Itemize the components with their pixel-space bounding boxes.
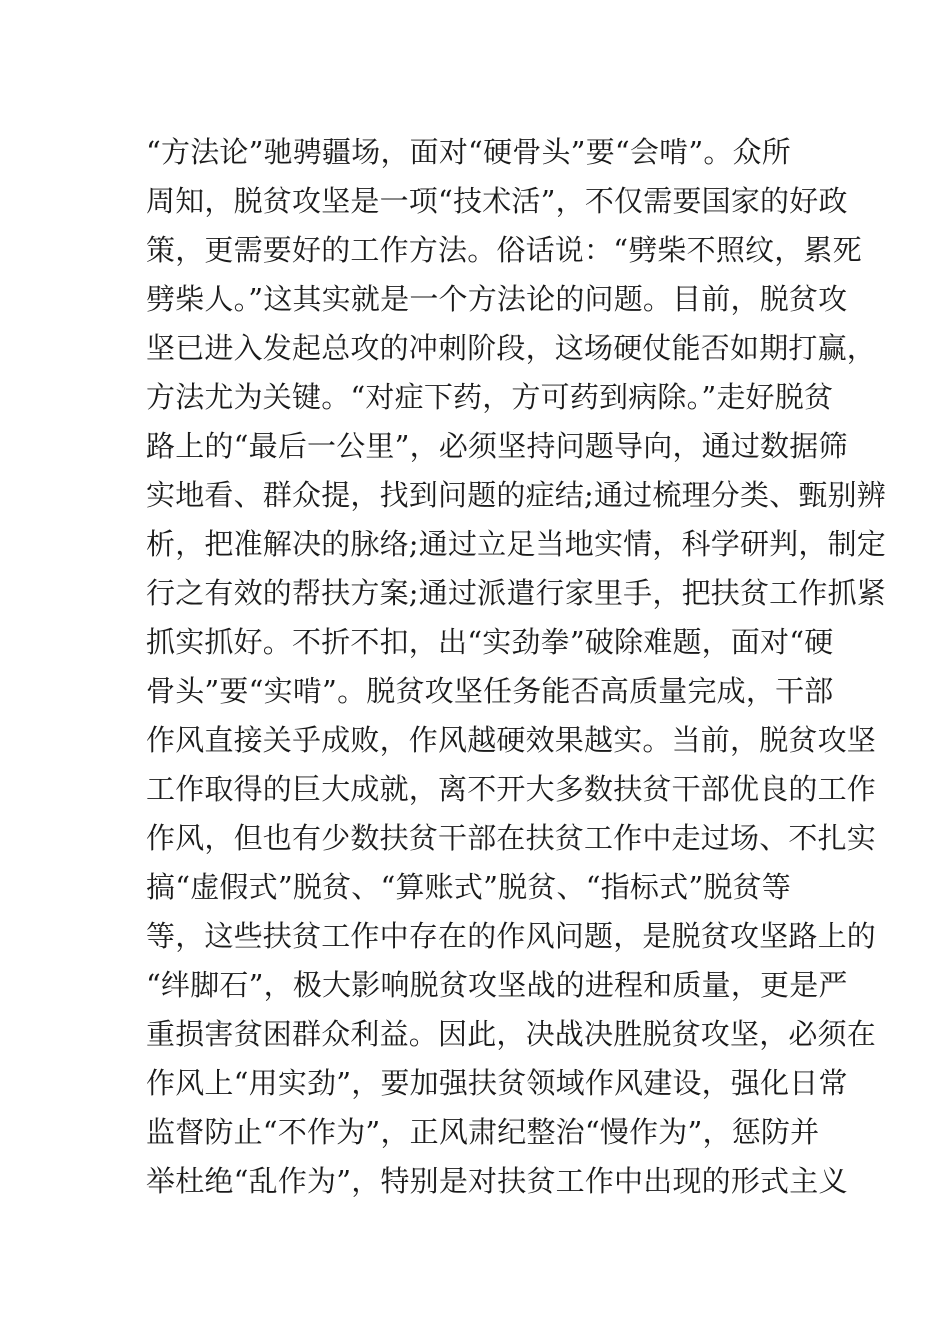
text-line: 作风，但也有少数扶贫干部在扶贫工作中走过场、不扎实 <box>146 821 877 855</box>
text-line: 周知，脱贫攻坚是一项“技术活”，不仅需要国家的好政 <box>146 184 848 218</box>
text-line: 方法尤为关键。“对症下药，方可药到病除。”走好脱贫 <box>146 380 834 414</box>
text-line: 抓实抓好。不折不扣，出“实劲拳”破除难题，面对“硬 <box>146 625 834 659</box>
text-line: 作风直接关乎成败，作风越硬效果越实。当前，脱贫攻坚 <box>146 723 877 757</box>
text-line: 实地看、群众提，找到问题的症结;通过梳理分类、甄别辨 <box>146 478 886 512</box>
text-line: 行之有效的帮扶方案;通过派遣行家里手，把扶贫工作抓紧 <box>146 576 886 610</box>
text-line: 坚已进入发起总攻的冲刺阶段，这场硬仗能否如期打赢， <box>146 331 877 365</box>
body-paragraph <box>146 128 886 1206</box>
text-line: 策，更需要好的工作方法。俗话说：“劈柴不照纹，累死 <box>146 233 862 267</box>
text-line: 重损害贫困群众利益。因此，决战决胜脱贫攻坚，必须在 <box>146 1017 877 1051</box>
text-line: 等，这些扶贫工作中存在的作风问题，是脱贫攻坚路上的 <box>146 919 877 953</box>
text-line: 搞“虚假式”脱贫、“算账式”脱贫、“指标式”脱贫等 <box>146 870 791 904</box>
text-line: 举杜绝“乱作为”，特别是对扶贫工作中出现的形式主义 <box>146 1164 848 1198</box>
text-line: 析，把准解决的脉络;通过立足当地实情，科学研判，制定 <box>146 527 886 561</box>
text-line: “方法论”驰骋疆场，面对“硬骨头”要“会啃”。众所 <box>146 135 791 169</box>
text-line: 骨头”要“实啃”。脱贫攻坚任务能否高质量完成，干部 <box>146 674 834 708</box>
text-line: “绊脚石”，极大影响脱贫攻坚战的进程和质量，更是严 <box>146 968 848 1002</box>
text-line: 工作取得的巨大成就，离不开大多数扶贫干部优良的工作 <box>146 772 877 806</box>
text-line: 劈柴人。”这其实就是一个方法论的问题。目前，脱贫攻 <box>146 282 848 316</box>
text-line: 路上的“最后一公里”，必须坚持问题导向，通过数据筛 <box>146 429 848 463</box>
text-line: 监督防止“不作为”，正风肃纪整治“慢作为”，惩防并 <box>146 1115 820 1149</box>
text-line: 作风上“用实劲”，要加强扶贫领域作风建设，强化日常 <box>146 1066 848 1100</box>
